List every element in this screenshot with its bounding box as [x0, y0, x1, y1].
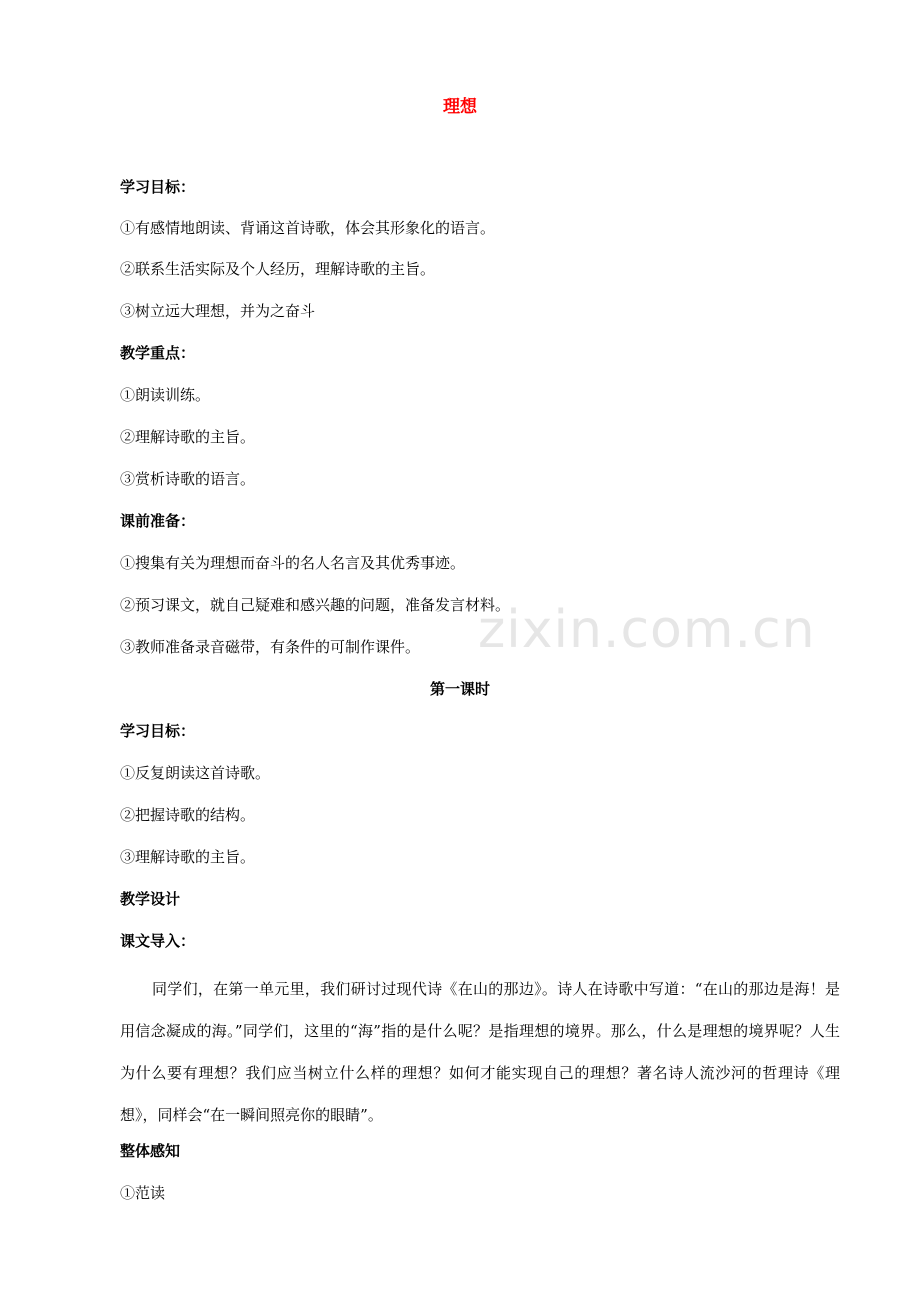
list-item: ③赏析诗歌的语言。 — [120, 470, 256, 488]
list-item: ③教师准备录音磁带，有条件的可制作课件。 — [120, 638, 421, 656]
list-item: ①有感情地朗读、背诵这首诗歌，体会其形象化的语言。 — [120, 219, 496, 237]
list-item: ①搜集有关为理想而奋斗的名人名言及其优秀事迹。 — [120, 554, 466, 572]
list-item: ②理解诗歌的主旨。 — [120, 428, 256, 446]
section-heading-lesson-goals: 学习目标： — [120, 722, 196, 740]
lesson-title: 第一课时 — [429, 680, 490, 698]
list-item: ③理解诗歌的主旨。 — [120, 848, 256, 866]
document-title: 理想 — [443, 97, 477, 117]
section-heading-overview: 整体感知 — [120, 1142, 181, 1160]
list-item: ①反复朗读这首诗歌。 — [120, 764, 271, 782]
section-heading-learning-goals: 学习目标： — [120, 178, 196, 196]
watermark: zixin.com.cn — [478, 600, 816, 660]
section-heading-teaching-design: 教学设计 — [120, 890, 181, 908]
intro-paragraph: 同学们，在第一单元里，我们研讨过现代诗《在山的那边》。诗人在诗歌中写道：“在山的那边是海！是用信念凝成的海。”同学们，这里的“海”指的是什么呢？是指理想的境界。那么，什么是理想的境界呢？人生为什么要有理想？我们应当树立什么样的理想？如何才能实现自己的理想？著名诗人流沙河的哲理诗《理想》，同样会“在一瞬间照亮你的眼睛”。 — [120, 980, 840, 1124]
section-heading-key-points: 教学重点： — [120, 344, 196, 362]
section-heading-intro: 课文导入： — [120, 932, 196, 950]
list-item: ①朗读训练。 — [120, 386, 211, 404]
list-item: ③树立远大理想，并为之奋斗 — [120, 302, 316, 320]
list-item: ②预习课文，就自己疑难和感兴趣的问题，准备发言材料。 — [120, 596, 511, 614]
section-heading-preparation: 课前准备： — [120, 512, 196, 530]
list-item: ②把握诗歌的结构。 — [120, 806, 256, 824]
list-item: ②联系生活实际及个人经历，理解诗歌的主旨。 — [120, 260, 436, 278]
list-item: ①范读 — [120, 1184, 166, 1202]
